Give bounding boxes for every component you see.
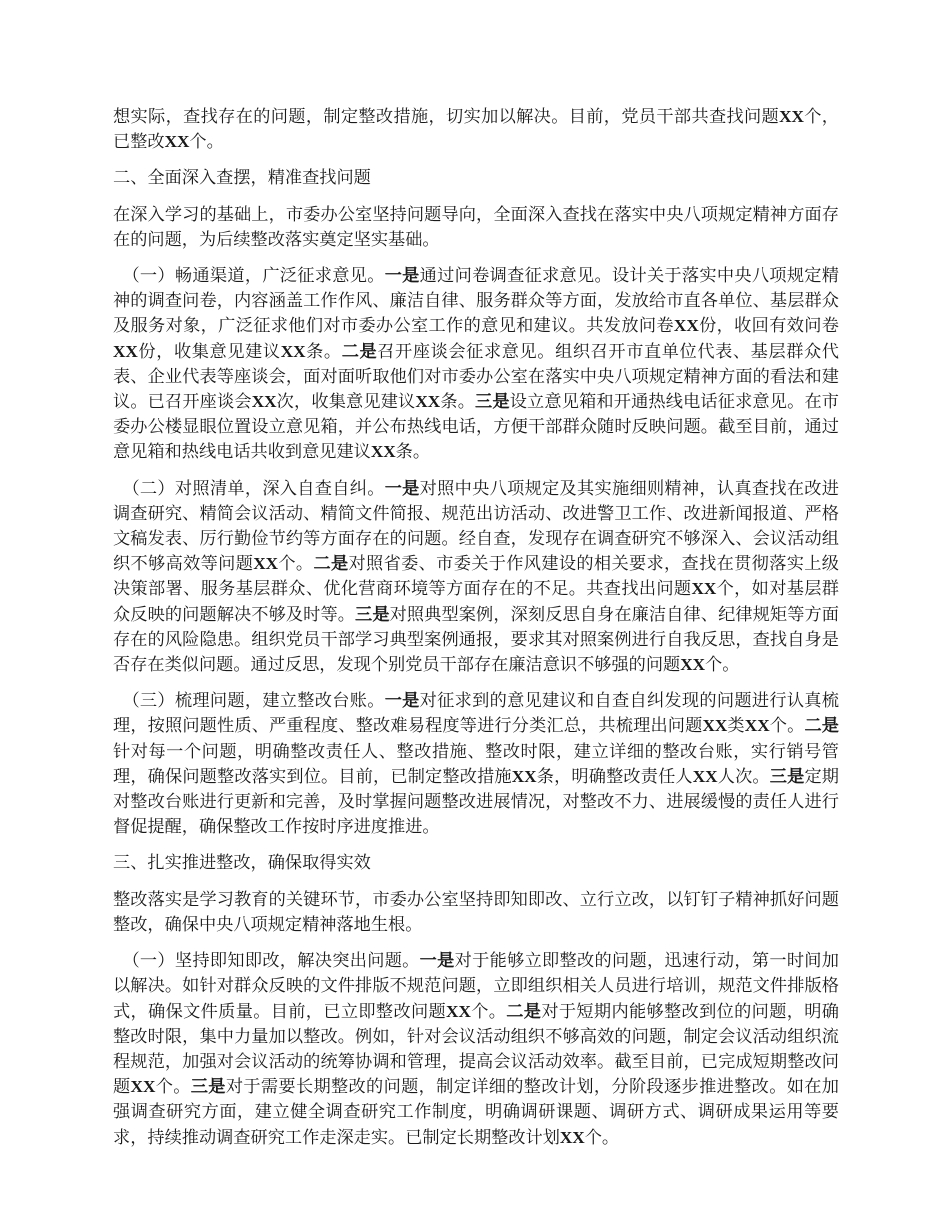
paragraph-2-2: （二）对照清单，深入自查自纠。一是对照中央八项规定及其实施细则精神，认真查找在改进调查研究、精简会议活动、精简文件简报、规范出访活动、改进警卫工作、改进新闻报道、严格文稿发表、厉行勤俭节约等方面存在的问题。经自查，发现存在调查研究不够深入、会议活动组织不够高效等问题XX个。二是对照省委、市委关于作风建设的相关要求，查找在贯彻落实上级决策部署、服务基层群众、优化营商环境等方面存在的不足。共查找出问题XX个，如对基层群众反映的问题解决不够及时等。三是对照典型案例，深刻反思自身在廉洁自律、纪律规矩等方面存在的风险隐患。组织党员干部学习典型案例通报，要求其对照案例进行自我反思，查找自身是否存在类似问题。通过反思，发现个别党员干部存在廉洁意识不够强的问题XX个。 xyxy=(113,478,839,675)
paragraph-2-1: （一）畅通渠道，广泛征求意见。一是通过问卷调查征求意见。设计关于落实中央八项规定精神的调查问卷，内容涵盖工作作风、廉洁自律、服务群众等方面，发放给市直各单位、基层群众及服务对象，广泛征求他们对市委办公室工作的意见和建议。共发放问卷XX份，收回有效问卷XX份，收集意见建议XX条。二是召开座谈会征求意见。组织召开市直单位代表、基层群众代表、企业代表等座谈会，面对面听取他们对市委办公室在落实中央八项规定精神方面的看法和建议。已召开座谈会XX次，收集意见建议XX条。三是设立意见箱和开通热线电话征求意见。在市委办公楼显眼位置设立意见箱，并公布热线电话，方便干部群众随时反映问题。截至目前，通过意见箱和热线电话共收到意见建议XX条。 xyxy=(113,266,839,462)
paragraph-section-three-lead: 整改落实是学习教育的关键环节，市委办公室坚持即知即改、立行立改，以钉钉子精神抓好问题整改，确保中央八项规定精神落地生根。 xyxy=(113,889,839,934)
heading-section-three: 三、扎实推进整改，确保取得实效 xyxy=(113,853,371,873)
document-page xyxy=(113,104,839,1150)
paragraph-2-3: （三）梳理问题，建立整改台账。一是对征求到的意见建议和自查自纠发现的问题进行认真梳理，按照问题性质、严重程度、整改难易程度等进行分类汇总，共梳理出问题XX类XX个。二是针对每一个问题，明确整改责任人、整改措施、整改时限，建立详细的整改台账，实行销号管理，确保问题整改落实到位。目前，已制定整改措施XX条，明确整改责任人XX人次。三是定期对整改台账进行更新和完善，及时掌握问题整改进展情况，对整改不力、进展缓慢的责任人进行督促提醒，确保整改工作按时序进度推进。 xyxy=(113,691,839,837)
paragraph-continued-intro: 想实际，查找存在的问题，制定整改措施，切实加以解决。目前，党员干部共查找问题XX个，已整改XX个。 xyxy=(113,107,839,152)
paragraph-section-two-lead: 在深入学习的基础上，市委办公室坚持问题导向，全面深入查找在落实中央八项规定精神方面存在的问题，为后续整改落实奠定坚实基础。 xyxy=(113,204,839,249)
paragraph-3-1: （一）坚持即知即改，解决突出问题。一是对于能够立即整改的问题，迅速行动，第一时间加以解决。如针对群众反映的文件排版不规范问题，立即组织相关人员进行培训，规范文件排版格式，确保文件质量。目前，已立即整改问题XX个。二是对于短期内能够整改到位的问题，明确整改时限，集中力量加以整改。例如，针对会议活动组织不够高效的问题，制定会议活动组织流程规范，加强对会议活动的统筹协调和管理，提高会议活动效率。截至目前，已完成短期整改问题XX个。三是对于需要长期整改的问题，制定详细的整改计划，分阶段逐步推进整改。如在加强调查研究方面，建立健全调查研究工作制度，明确调研课题、调研方式、调研成果运用等要求，持续推动调查研究工作走深走实。已制定长期整改计划XX个。 xyxy=(113,951,839,1147)
heading-section-two: 二、全面深入查摆，精准查找问题 xyxy=(113,168,371,188)
